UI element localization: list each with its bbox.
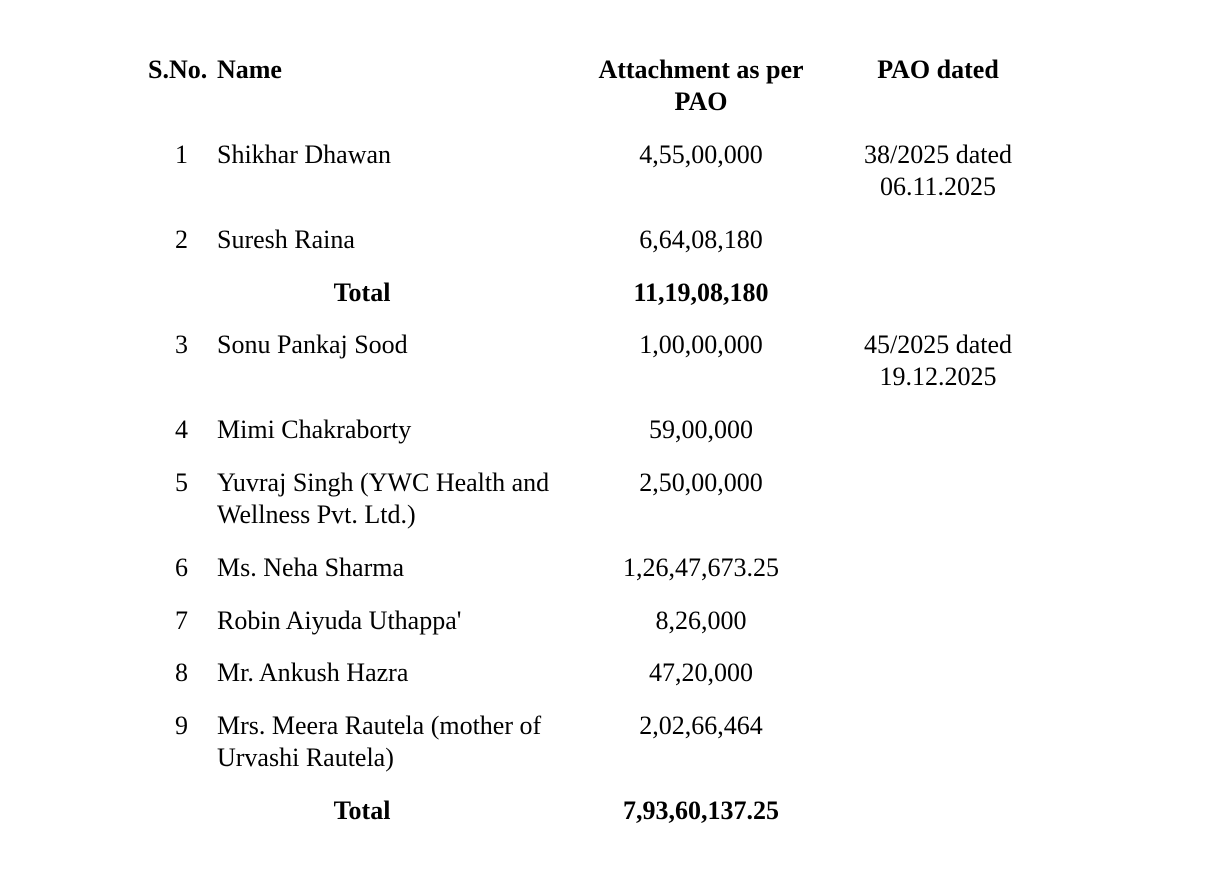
row-8-name: Mr. Ankush Hazra <box>217 658 409 687</box>
row-6-amount: 1,26,47,673.25 <box>623 553 779 582</box>
total-2-amount: 7,93,60,137.25 <box>623 796 779 825</box>
total-2-label: Total <box>333 796 391 825</box>
row-8-amount: 47,20,000 <box>649 658 753 687</box>
header-attachment: Attachment as per PAO <box>598 55 804 116</box>
row-1-sno: 1 <box>175 140 188 169</box>
row-3-amount: 1,00,00,000 <box>639 330 763 359</box>
row-4-sno: 4 <box>175 415 188 444</box>
row-5-amount: 2,50,00,000 <box>639 468 763 497</box>
header-sno: S.No. <box>148 55 208 84</box>
row-4-name: Mimi Chakraborty <box>217 415 412 444</box>
row-7-name: Robin Aiyuda Uthappa' <box>217 606 462 635</box>
row-3-pao: 45/2025 dated 19.12.2025 <box>863 330 1013 391</box>
row-2-amount: 6,64,08,180 <box>639 225 763 254</box>
row-6-name: Ms. Neha Sharma <box>217 553 405 582</box>
row-3-name: Sonu Pankaj Sood <box>217 330 408 359</box>
row-4-amount: 59,00,000 <box>649 415 753 444</box>
total-1-label: Total <box>333 278 391 307</box>
row-7-sno: 7 <box>175 606 188 635</box>
row-8-sno: 8 <box>175 658 188 687</box>
row-6-sno: 6 <box>175 553 188 582</box>
header-name: Name <box>217 55 282 84</box>
row-9-amount: 2,02,66,464 <box>639 711 763 740</box>
total-1-amount: 11,19,08,180 <box>633 278 769 307</box>
row-1-pao: 38/2025 dated 06.11.2025 <box>863 140 1013 201</box>
row-3-sno: 3 <box>175 330 188 359</box>
row-9-sno: 9 <box>175 711 188 740</box>
row-2-sno: 2 <box>175 225 188 254</box>
header-pao-dated: PAO dated <box>877 55 999 84</box>
row-1-name: Shikhar Dhawan <box>217 140 392 169</box>
row-2-name: Suresh Raina <box>217 225 355 254</box>
row-5-name: Yuvraj Singh (YWC Health and Wellness Pvt. Ltd.) <box>217 468 550 529</box>
row-9-name: Mrs. Meera Rautela (mother of Urvashi Rautela) <box>217 711 542 772</box>
row-5-sno: 5 <box>175 468 188 497</box>
row-1-amount: 4,55,00,000 <box>639 140 763 169</box>
row-7-amount: 8,26,000 <box>655 606 747 635</box>
